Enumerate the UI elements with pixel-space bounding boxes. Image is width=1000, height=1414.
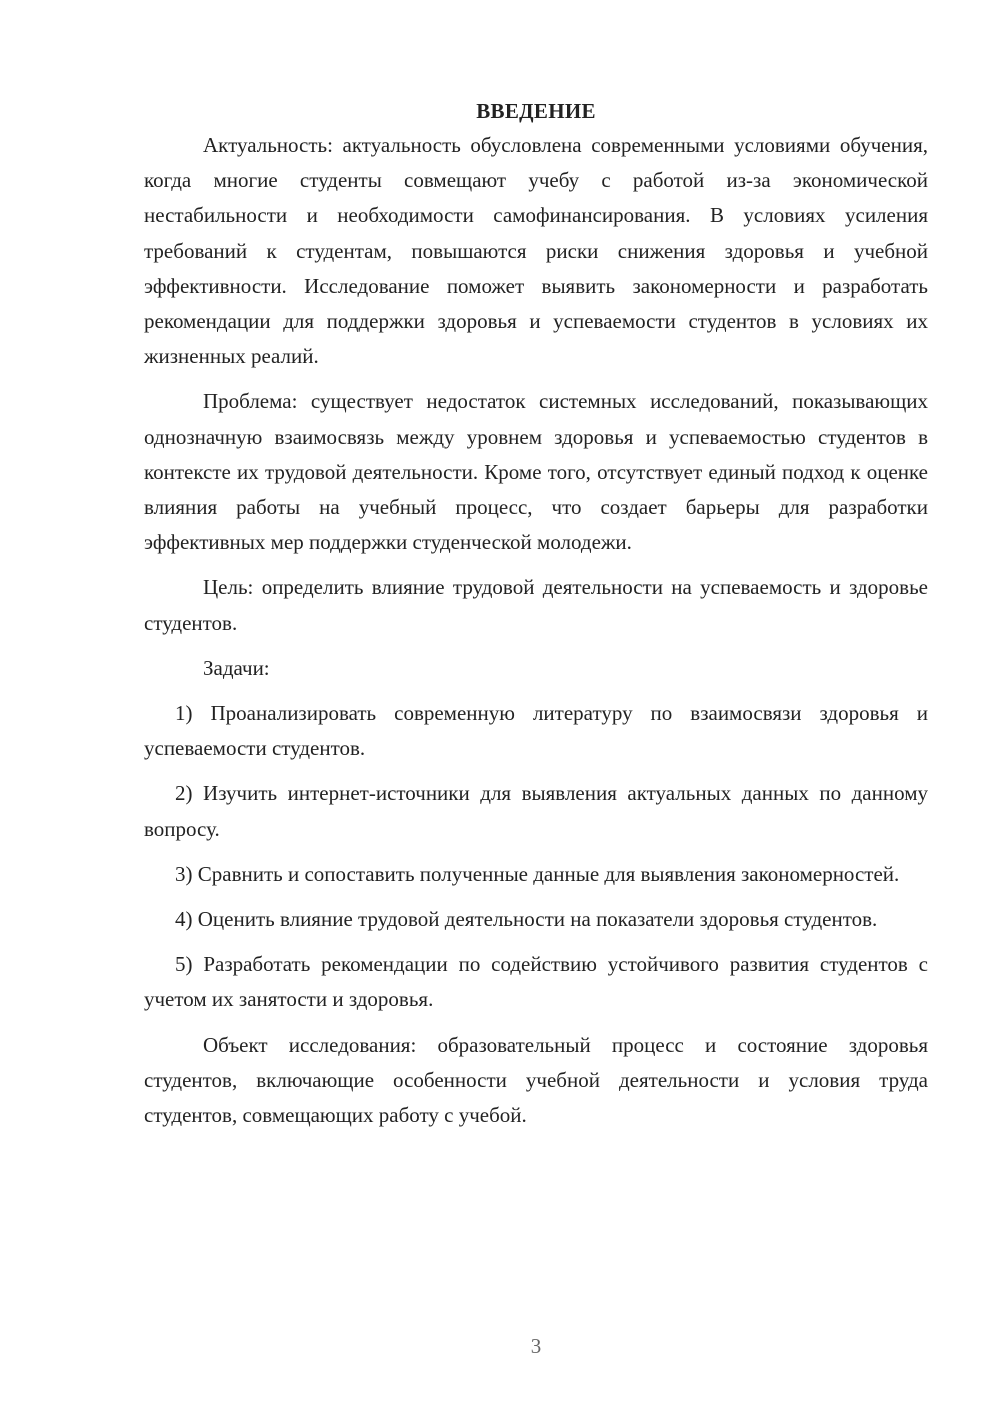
task-item-2: 2) Изучить интернет-источники для выявления актуальных данных по данному вопросу. (144, 781, 928, 841)
section-title: ВВЕДЕНИЕ (476, 99, 596, 123)
task-item-5: 5) Разработать рекомендации по содействию устойчивого развития студентов с учетом их занятости и здоровья. (144, 952, 928, 1012)
page-content (144, 94, 928, 1133)
goal-paragraph: Цель: определить влияние трудовой деятельности на успеваемость и здоровье студентов. (144, 575, 928, 635)
page-number: 3 (530, 1334, 542, 1358)
task-item-3: 3) Сравнить и сопоставить полученные данные для выявления закономерностей. (175, 861, 900, 886)
object-paragraph: Объект исследования: образовательный процесс и состояние здоровья студентов, включающие особенности учебной деятельности и условия труда студентов, совмещающих работу с учебой. (144, 1032, 928, 1128)
task-item-1: 1) Проанализировать современную литературу по взаимосвязи здоровья и успеваемости студентов. (144, 701, 928, 761)
task-item-4: 4) Оценить влияние трудовой деятельности на показатели здоровья студентов. (175, 907, 878, 932)
tasks-label: Задачи: (203, 655, 270, 680)
relevance-paragraph: Актуальность: актуальность обусловлена современными условиями обучения, когда многие студенты совмещают учебу с работой из-за экономической нестабильности и необходимости самофинансирования. В условиях усиления требований к студентам, повышаются риски снижения здоровья и учебной эффективности. Исследование поможет выявить закономерности и разработать рекомендации для поддержки здоровья и успеваемости студентов в условиях их жизненных реалий. (144, 133, 928, 369)
problem-paragraph: Проблема: существует недостаток системных исследований, показывающих однозначную взаимосвязь между уровнем здоровья и успеваемостью студентов в контексте их трудовой деятельности. Кроме того, отсутствует единый подход к оценке влияния работы на учебный процесс, что создает барьеры для разработки эффективных мер поддержки студенческой молодежи. (144, 389, 928, 555)
